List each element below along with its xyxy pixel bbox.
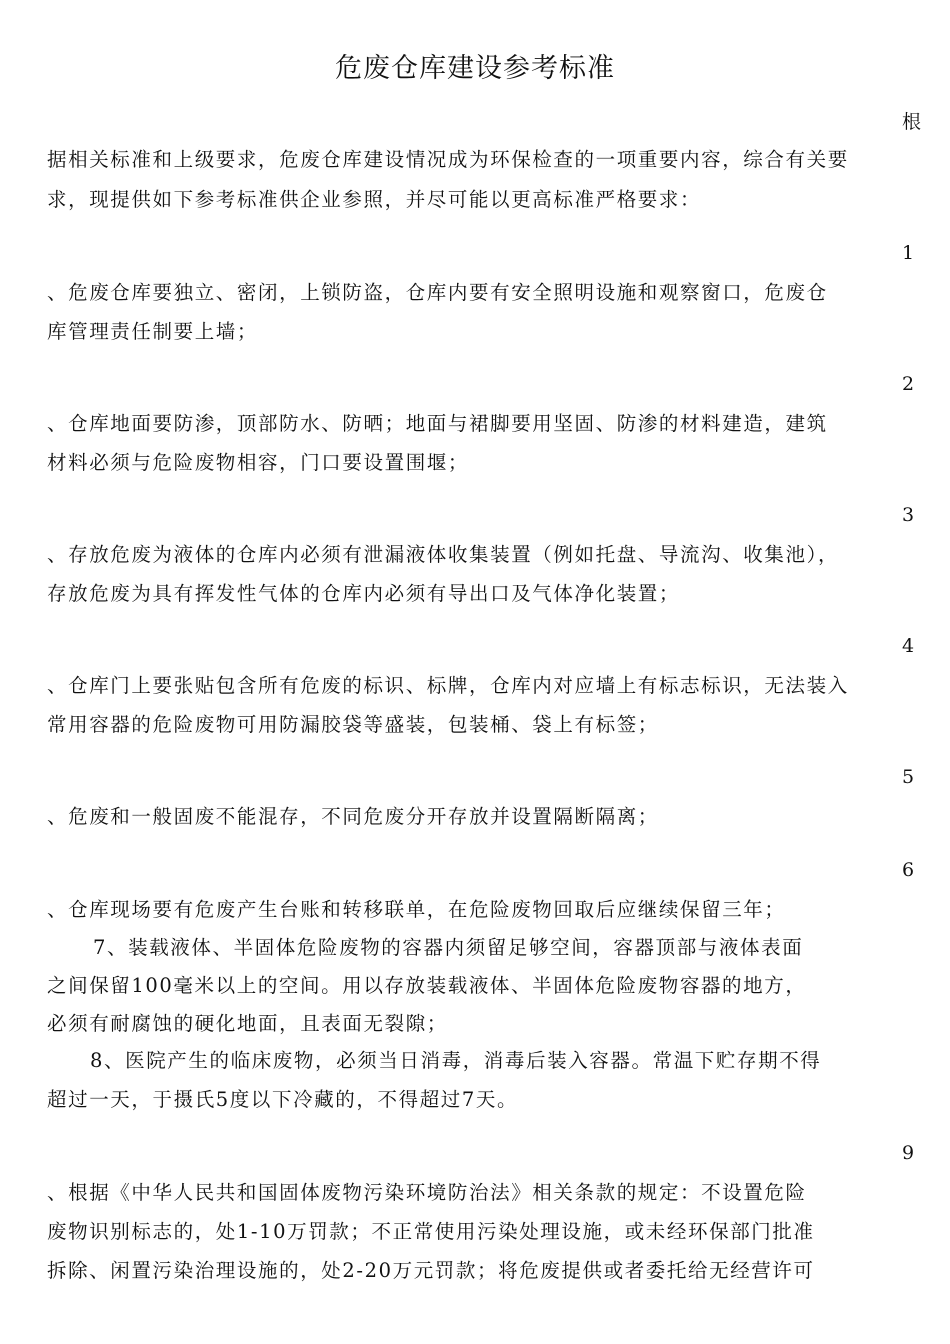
item-number: 5 bbox=[902, 766, 915, 788]
item-line: 7、装载液体、半固体危险废物的容器内须留足够空间，容器顶部与液体表面 bbox=[93, 936, 804, 959]
item-line: 、存放危废为液体的仓库内必须有泄漏液体收集装置（例如托盘、导流沟、收集池）， bbox=[47, 543, 840, 566]
item-number: 6 bbox=[902, 859, 915, 881]
item-line: 、根据《中华人民共和国固体废物污染环境防治法》相关条款的规定：不设置危险 bbox=[47, 1181, 807, 1204]
item-number: 9 bbox=[902, 1142, 915, 1164]
item-line: 废物识别标志的，处1-10万罚款；不正常使用污染处理设施，或未经环保部门批准 bbox=[47, 1220, 815, 1243]
item-line: 库管理责任制要上墙； bbox=[47, 320, 259, 343]
intro-line: 求，现提供如下参考标准供企业参照，并尽可能以更高标准严格要求： bbox=[47, 188, 702, 211]
item-number: 1 bbox=[902, 242, 915, 264]
item-line: 、仓库地面要防渗，顶部防水、防晒；地面与裙脚要用坚固、防渗的材料建造，建筑 bbox=[47, 412, 828, 435]
item-number: 2 bbox=[902, 373, 915, 395]
item-number: 3 bbox=[902, 504, 915, 526]
item-number: 4 bbox=[902, 635, 915, 657]
item-line: 之间保留100毫米以上的空间。用以存放装载液体、半固体危险废物容器的地方， bbox=[47, 974, 807, 997]
document-title: 危废仓库建设参考标准 bbox=[335, 53, 615, 84]
item-line: 常用容器的危险废物可用防漏胶袋等盛装，包装桶、袋上有标签； bbox=[47, 713, 659, 736]
item-line: 必须有耐腐蚀的硬化地面，且表面无裂隙； bbox=[47, 1012, 448, 1035]
item-line: 存放危废为具有挥发性气体的仓库内必须有导出口及气体净化装置； bbox=[47, 582, 681, 605]
item-line: 拆除、闲置污染治理设施的，处2-20万元罚款；将危废提供或者委托给无经营许可 bbox=[47, 1259, 815, 1282]
item-line: 、危废仓库要独立、密闭，上锁防盗，仓库内要有安全照明设施和观察窗口，危废仓 bbox=[47, 281, 828, 304]
intro-marker: 根 bbox=[902, 111, 922, 133]
item-line: 、仓库现场要有危废产生台账和转移联单，在危险废物回取后应继续保留三年； bbox=[47, 898, 786, 921]
item-line: 超过一天，于摄氏5度以下冷藏的，不得超过7天。 bbox=[47, 1088, 519, 1111]
intro-line: 据相关标准和上级要求，危废仓库建设情况成为环保检查的一项重要内容，综合有关要 bbox=[47, 148, 849, 171]
item-line: 8、医院产生的临床废物，必须当日消毒，消毒后装入容器。常温下贮存期不得 bbox=[90, 1049, 822, 1072]
item-line: 、危废和一般固废不能混存，不同危废分开存放并设置隔断隔离； bbox=[47, 805, 659, 828]
item-line: 材料必须与危险废物相容，门口要设置围堰； bbox=[47, 451, 470, 474]
item-line: 、仓库门上要张贴包含所有危废的标识、标牌，仓库内对应墙上有标志标识，无法装入 bbox=[47, 674, 849, 697]
